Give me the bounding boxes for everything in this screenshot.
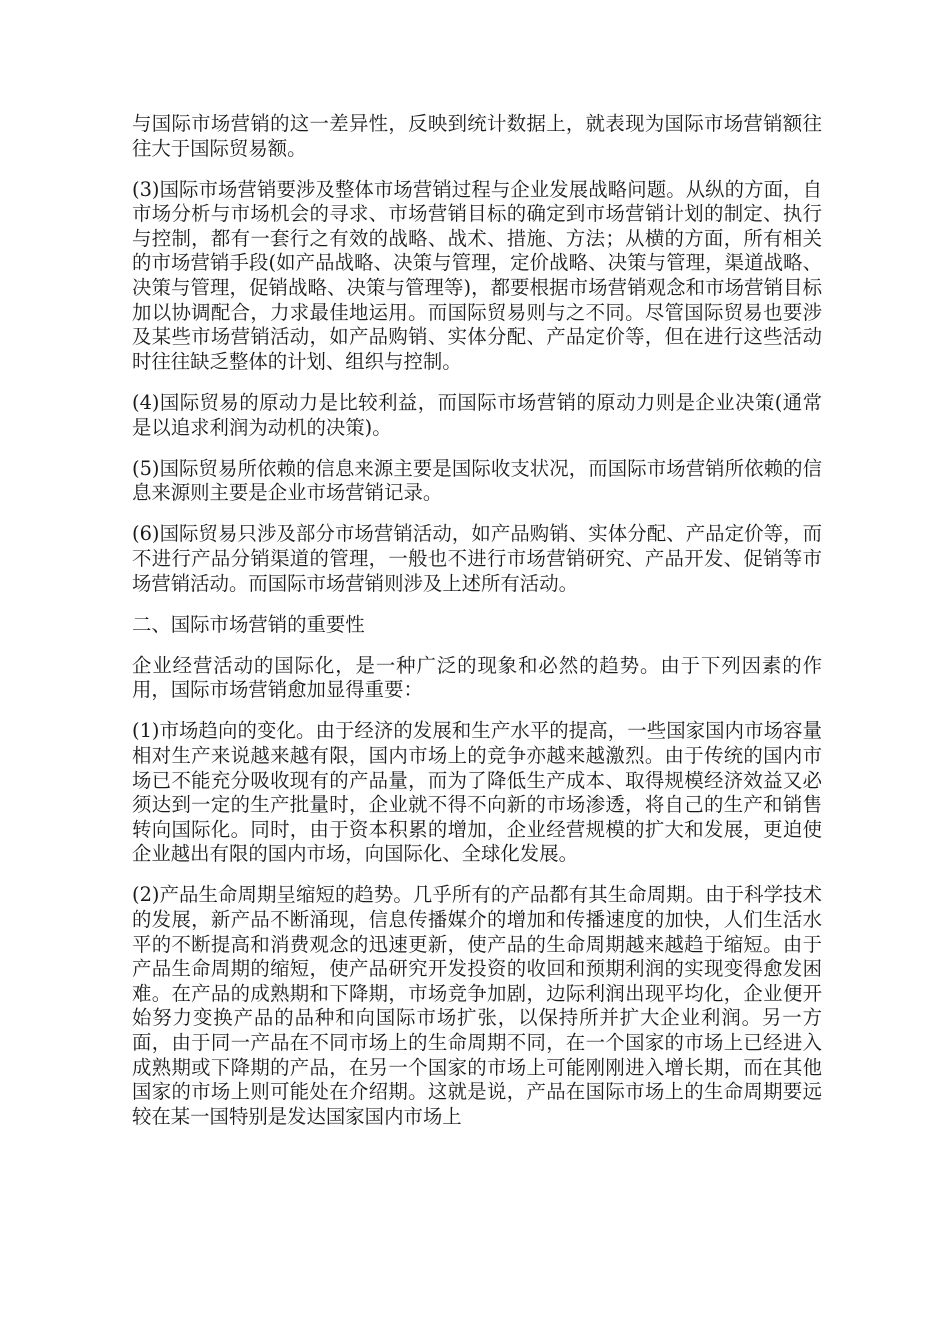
- paragraph-intro: 企业经营活动的国际化，是一种广泛的现象和必然的趋势。由于下列因素的作用，国际市场营销愈加显得重要：: [132, 653, 822, 702]
- paragraph-factor-2: (2)产品生命周期呈缩短的趋势。几乎所有的产品都有其生命周期。由于科学技术的发展，新产品不断涌现，信息传播媒介的增加和传播速度的加快，人们生活水平的不断提高和消费观念的迅速更新，使产品的生命周期越来越趋于缩短。由于产品生命周期的缩短，使产品研究开发投资的收回和预期利润的实现变得愈发困难。在产品的成熟期和下降期，市场竞争加剧，边际利润出现平均化，企业便开始努力变换产品的品种和向国际市场扩张，以保持所并扩大企业利润。另一方面，由于同一产品在不同市场上的生命周期不同，在一个国家的市场上已经进入成熟期或下降期的产品，在另一个国家的市场上可能刚刚进入增长期，而在其他国家的市场上则可能处在介绍期。这就是说，产品在国际市场上的生命周期要远较在某一国特别是发达国家国内市场上: [132, 883, 822, 1128]
- paragraph-point-5: (5)国际贸易所依赖的信息来源主要是国际收支状况，而国际市场营销所依赖的信息来源则主要是企业市场营销记录。: [132, 456, 822, 505]
- paragraph-point-6: (6)国际贸易只涉及部分市场营销活动，如产品购销、实体分配、产品定价等，而不进行产品分销渠道的管理，一般也不进行市场营销研究、产品开发、促销等市场营销活动。而国际市场营销则涉及上述所有活动。: [132, 522, 822, 595]
- paragraph-point-3: (3)国际市场营销要涉及整体市场营销过程与企业发展战略问题。从纵的方面，自市场分析与市场机会的寻求、市场营销目标的确定到市场营销计划的制定、执行与控制，都有一套行之有效的战略、战术、措施、方法；从横的方面，所有相关的市场营销手段(如产品战略、决策与管理，定价战略、决策与管理，渠道战略、决策与管理，促销战略、决策与管理等)，都要根据市场营销观念和市场营销目标加以协调配合，力求最佳地运用。而国际贸易则与之不同。尽管国际贸易也要涉及某些市场营销活动，如产品购销、实体分配、产品定价等，但在进行这些活动时往往缺乏整体的计划、组织与控制。: [132, 177, 822, 373]
- section-heading: 二、国际市场营销的重要性: [132, 612, 365, 636]
- paragraph-point-4: (4)国际贸易的原动力是比较利益，而国际市场营销的原动力则是企业决策(通常是以追求利润为动机的决策)。: [132, 390, 822, 439]
- document-page: [132, 112, 822, 1146]
- paragraph-continuation: 与国际市场营销的这一差异性，反映到统计数据上，就表现为国际市场营销额往往大于国际贸易额。: [132, 112, 822, 160]
- paragraph-factor-1: (1)市场趋向的变化。由于经济的发展和生产水平的提高，一些国家国内市场容量相对生产来说越来越有限，国内市场上的竞争亦越来越激烈。由于传统的国内市场已不能充分吸收现有的产品量，而为了降低生产成本、取得规模经济效益又必须达到一定的生产批量时，企业就不得不向新的市场渗透，将自己的生产和销售转向国际化。同时，由于资本积累的增加，企业经营规模的扩大和发展，更迫使企业越出有限的国内市场，向国际化、全球化发展。: [132, 719, 822, 866]
